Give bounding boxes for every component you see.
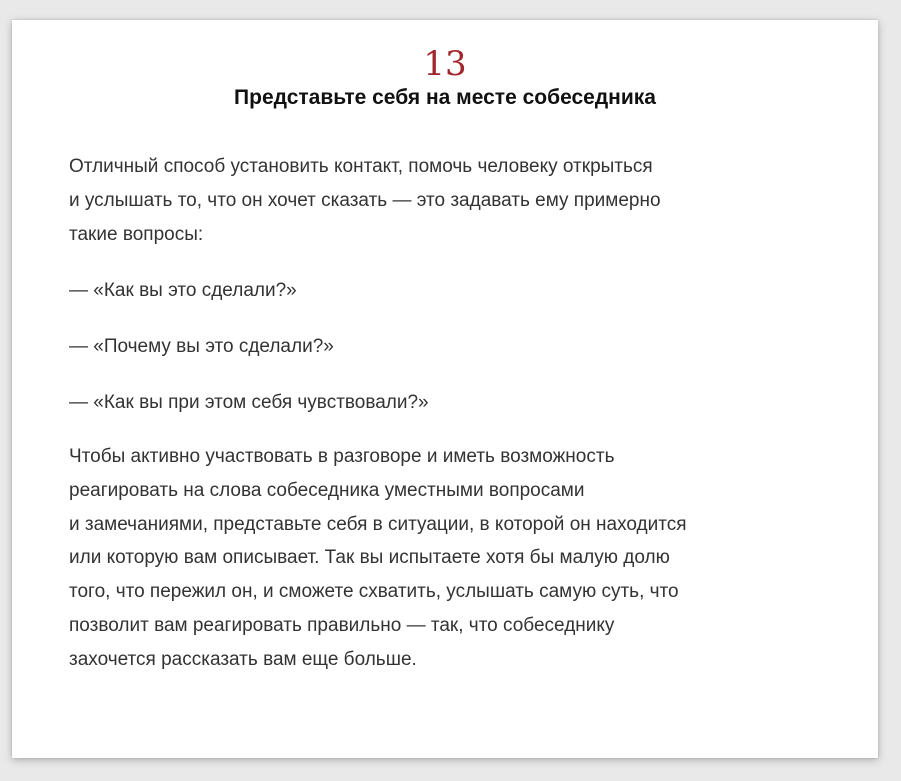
question-item: — «Как вы это сделали?» [69, 280, 297, 301]
paragraph-line: реагировать на слова собеседника уместными вопросами [69, 479, 585, 501]
paragraph-line: такие вопросы: [69, 223, 204, 245]
question-item: — «Почему вы это сделали?» [69, 336, 334, 357]
chapter-number: 13 [423, 44, 467, 84]
paragraph-line: или которую вам описывает. Так вы испытаете хотя бы малую долю [69, 547, 670, 569]
paragraph-line: Отличный способ установить контакт, помочь человеку открыться [69, 156, 653, 177]
paragraph-line: захочется рассказать вам еще больше. [69, 648, 417, 670]
intro-paragraph [69, 150, 829, 251]
paragraph-line: Чтобы активно участвовать в разговоре и иметь возможность [69, 446, 615, 467]
question-item: — «Как вы при этом себя чувствовали?» [69, 392, 429, 413]
paragraph-line: и услышать то, что он хочет сказать — это задавать ему примерно [69, 189, 661, 211]
closing-paragraph [69, 440, 829, 677]
paragraph-line: того, что пережил он, и сможете схватить, услышать самую суть, что [69, 581, 679, 603]
paragraph-line: и замечаниями, представьте себя в ситуации, в которой он находится [69, 513, 687, 535]
page-card [12, 20, 878, 758]
chapter-title: Представьте себя на месте собеседника [234, 86, 656, 109]
paragraph-line: позволит вам реагировать правильно — так, что собеседнику [69, 614, 615, 636]
